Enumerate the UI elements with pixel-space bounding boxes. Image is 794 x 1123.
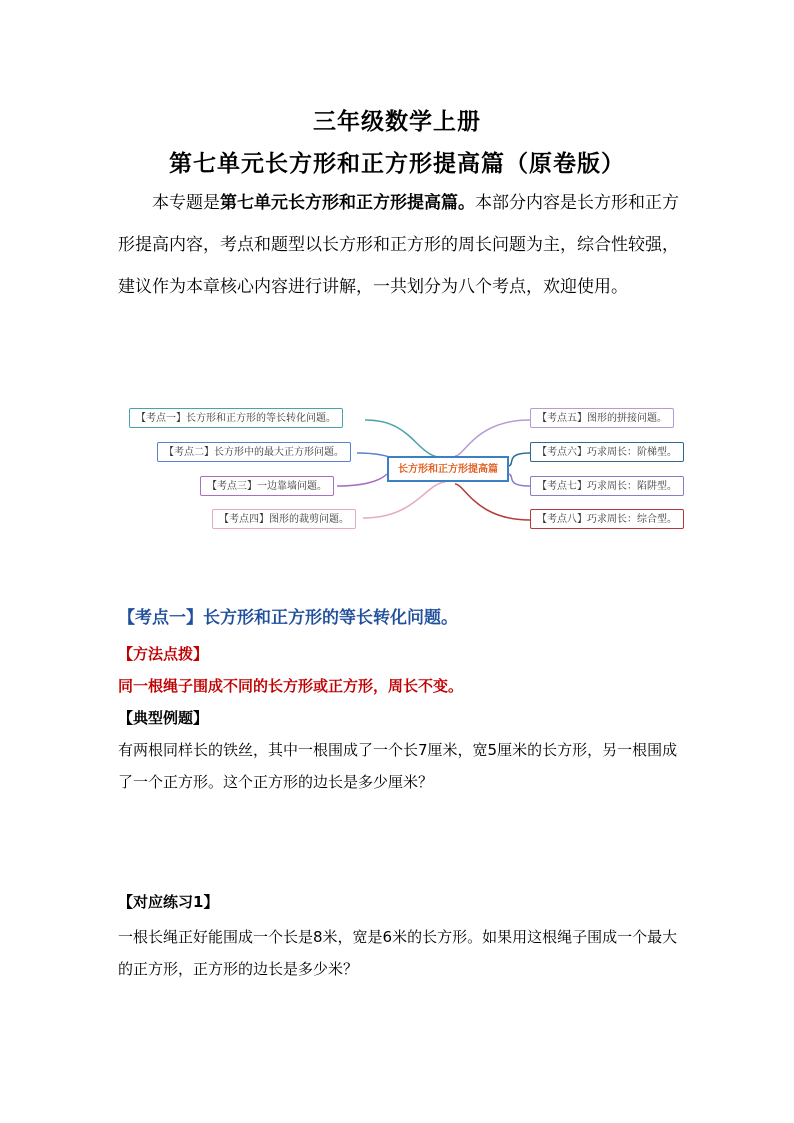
mindmap-center-node: 长方形和正方形提高篇 — [387, 456, 509, 482]
method-heading: 【方法点拨】 — [118, 645, 209, 663]
intro-paragraph — [118, 182, 688, 308]
method-text: 同一根绳子围成不同的长方形或正方形，周长不变。 — [118, 677, 464, 695]
mindmap-node-left-3: 【考点三】一边靠墙问题。 — [200, 476, 334, 496]
mindmap-node-right-3: 【考点七】巧求周长：陷阱型。 — [530, 476, 684, 496]
mindmap-node-right-1: 【考点五】图形的拼接问题。 — [530, 408, 674, 428]
intro-text-bold: 第七单元长方形和正方形提高篇。 — [220, 193, 475, 213]
mindmap-node-right-4: 【考点八】巧求周长：综合型。 — [530, 509, 684, 529]
connector-right-1 — [455, 420, 530, 456]
connector-right-3 — [509, 474, 530, 486]
connector-left-4 — [363, 482, 445, 518]
connector-right-4 — [455, 484, 530, 520]
intro-text-post: 本部分内容是长方形和正方形提高内容，考点和题型以长方形和正方形的周长问题为主，综合性较强，建议作为本章核心内容进行讲解，一共划分为八个考点，欢迎使用。 — [118, 193, 679, 297]
example-text: 有两根同样长的铁丝，其中一根围成了一个长7厘米，宽5厘米的长方形，另一根围成了一个正方形。这个正方形的边长是多少厘米？ — [118, 741, 678, 791]
mind-map — [125, 398, 695, 538]
intro-text-pre: 本专题是 — [152, 193, 220, 213]
practice-heading: 【对应练习1】 — [118, 893, 219, 911]
mindmap-node-left-2: 【考点二】长方形中的最大正方形问题。 — [157, 442, 351, 462]
mindmap-node-right-2: 【考点六】巧求周长：阶梯型。 — [530, 442, 684, 462]
connector-right-2 — [509, 453, 530, 466]
connector-left-3 — [337, 474, 387, 486]
connector-left-1 — [365, 420, 445, 458]
mindmap-node-left-1: 【考点一】长方形和正方形的等长转化问题。 — [129, 408, 343, 428]
practice-text: 一根长绳正好能围成一个长是8米，宽是6米的长方形。如果用这根绳子围成一个最大的正方形，正方形的边长是多少米？ — [118, 928, 678, 978]
section-title: 【考点一】长方形和正方形的等长转化问题。 — [118, 608, 458, 628]
example-heading: 【典型例题】 — [118, 709, 209, 727]
page-title: 三年级数学上册 — [313, 109, 481, 135]
page-subtitle: 第七单元长方形和正方形提高篇（原卷版） — [169, 151, 625, 177]
mindmap-node-left-4: 【考点四】图形的裁剪问题。 — [212, 509, 356, 529]
